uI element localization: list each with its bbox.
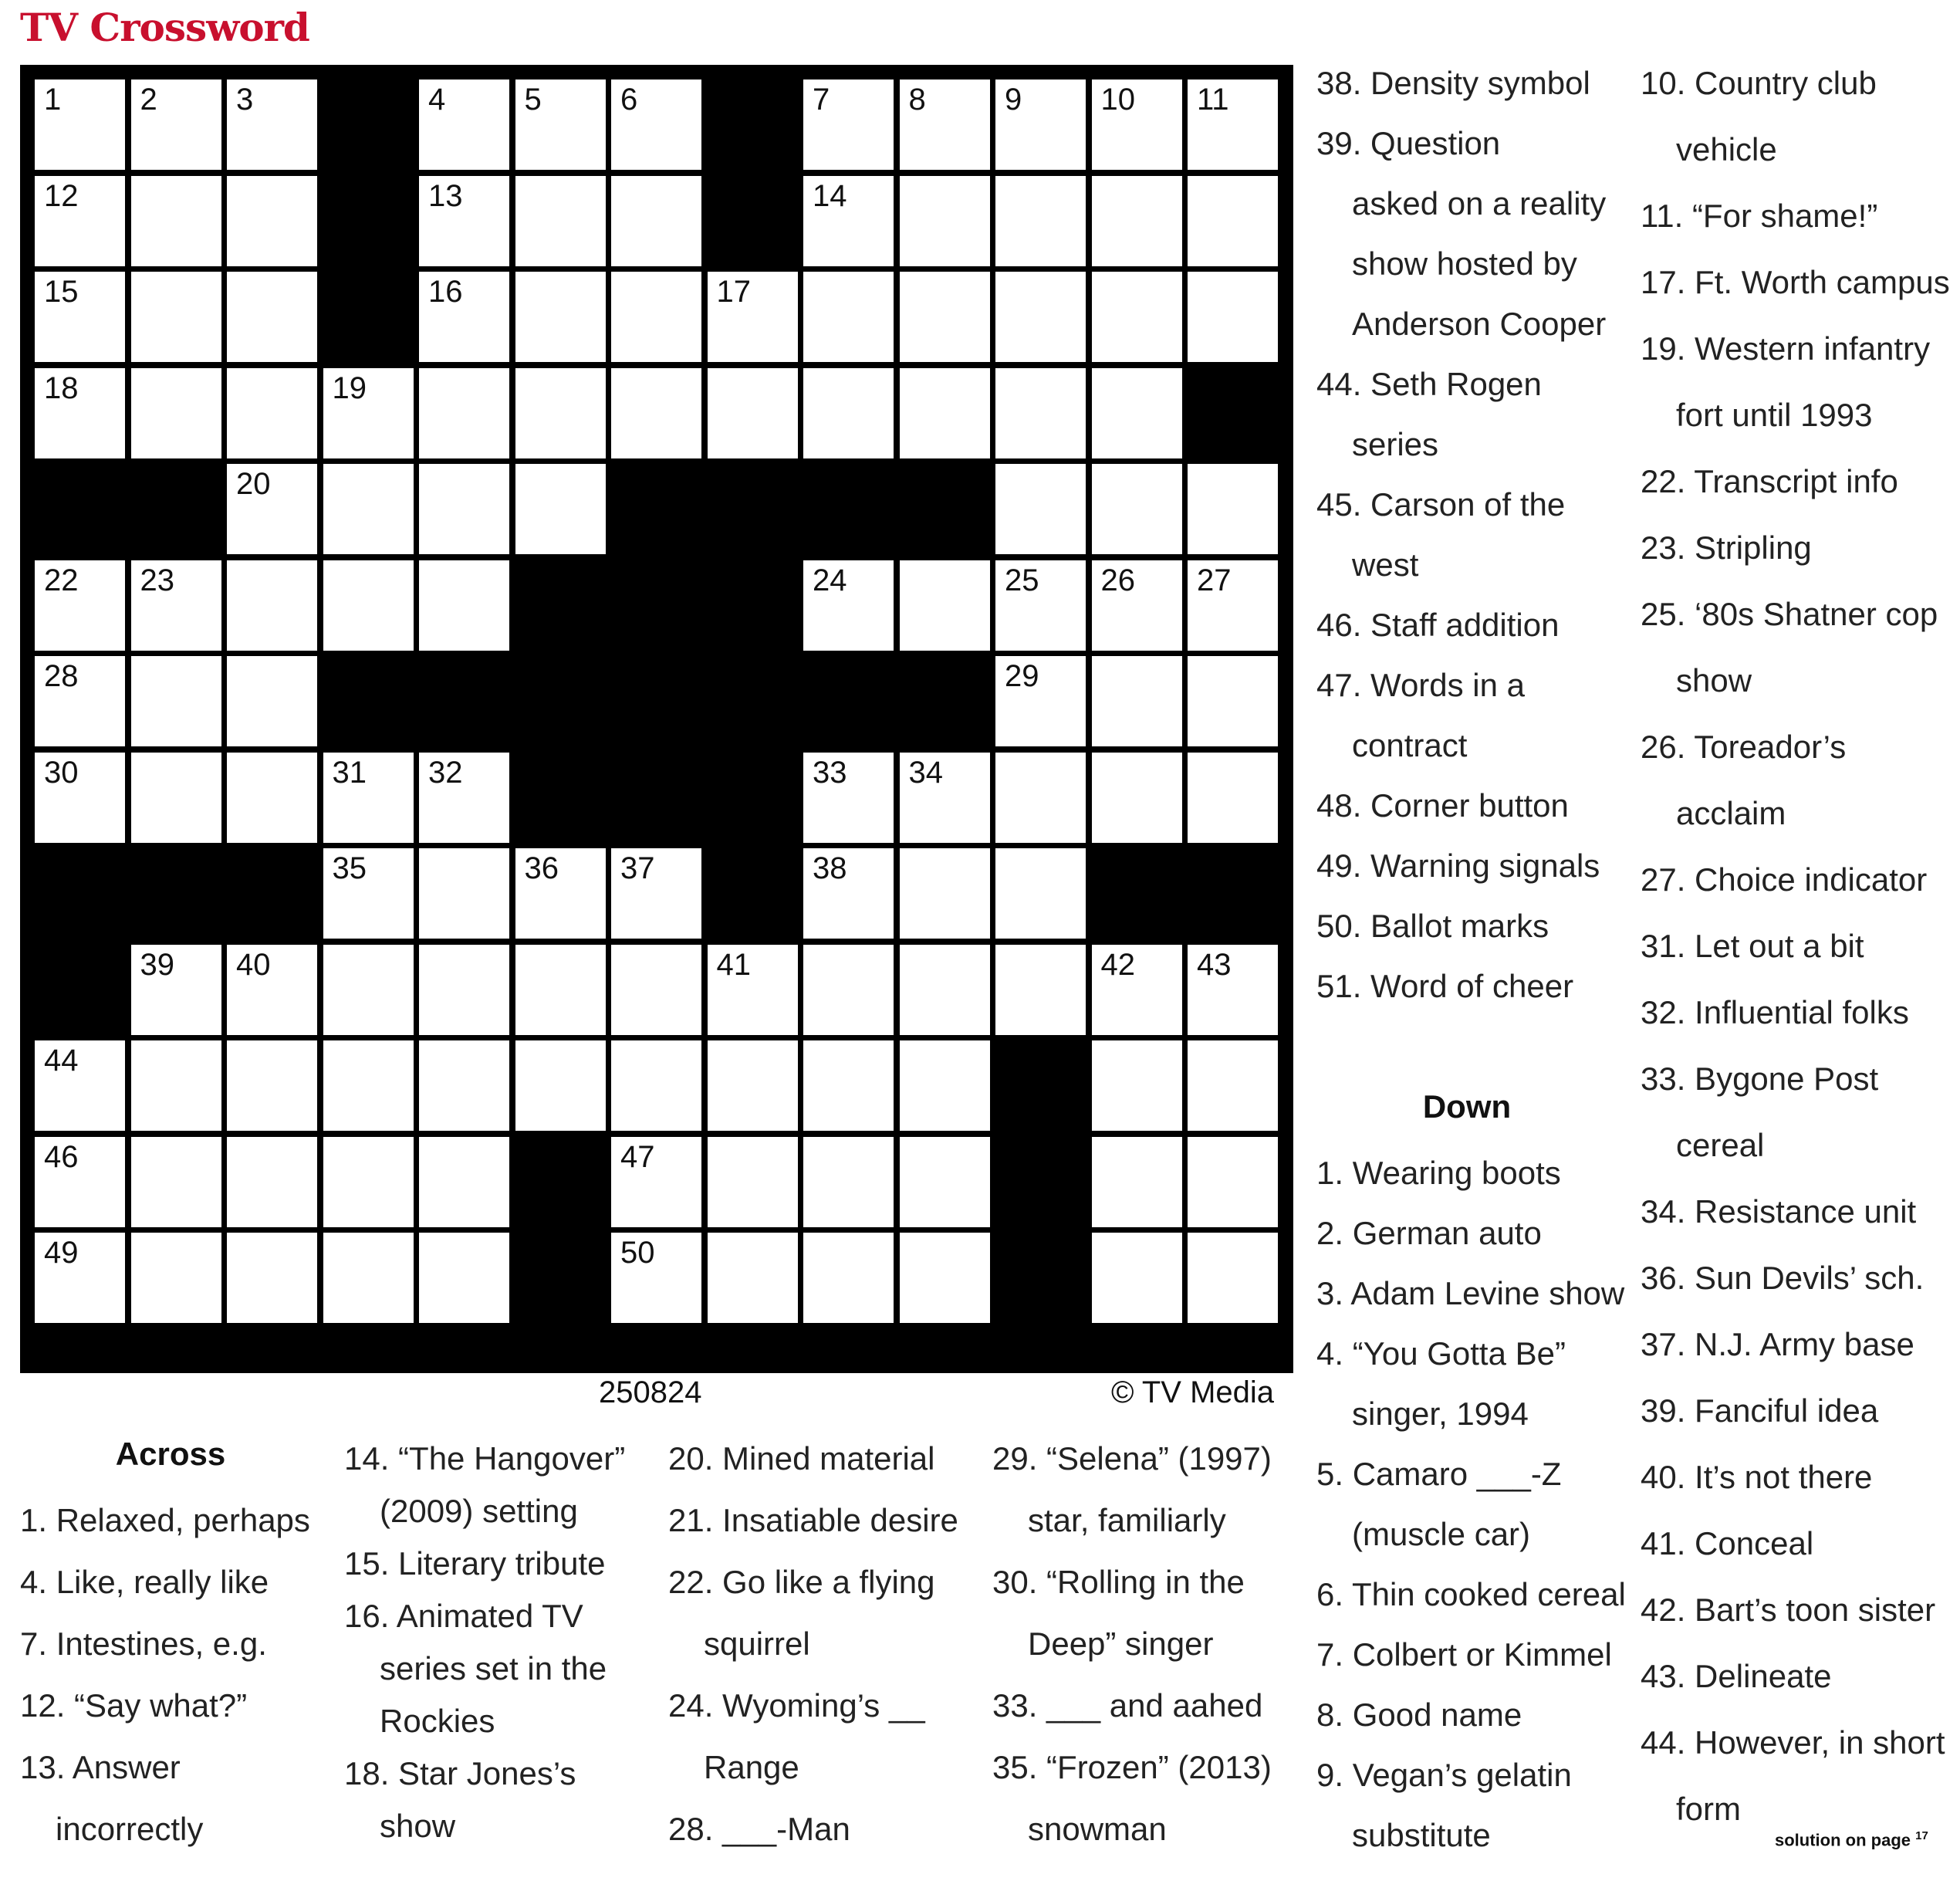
clue-item: 20. Mined material xyxy=(668,1440,935,1477)
grid-cell[interactable] xyxy=(611,1233,701,1323)
clue-item: 24. Wyoming’s __ xyxy=(668,1687,925,1724)
clue-item: 17. Ft. Worth campus xyxy=(1641,264,1950,300)
cell-number: 9 xyxy=(1005,83,1022,117)
cell-number: 12 xyxy=(44,178,79,213)
grid-cell[interactable] xyxy=(227,945,317,1035)
grid-cell[interactable] xyxy=(323,945,414,1035)
grid-cell[interactable] xyxy=(611,272,701,362)
grid-cell[interactable] xyxy=(419,1040,509,1131)
cell-number: 28 xyxy=(44,659,79,693)
grid-cell[interactable] xyxy=(1188,272,1278,362)
grid-cell[interactable] xyxy=(708,1040,798,1131)
grid-cell[interactable] xyxy=(1092,656,1182,746)
clue-continuation: (2009) setting xyxy=(380,1493,578,1529)
clue-item: 4. “You Gotta Be” xyxy=(1316,1335,1566,1372)
grid-cell[interactable] xyxy=(1092,272,1182,362)
clue-continuation: substitute xyxy=(1352,1817,1491,1853)
grid-cell[interactable] xyxy=(1188,80,1278,170)
clue-item: 29. “Selena” (1997) xyxy=(992,1440,1272,1477)
clue-item: 22. Transcript info xyxy=(1641,463,1898,499)
clue-item: 45. Carson of the xyxy=(1316,486,1566,523)
grid-cell[interactable] xyxy=(900,1233,990,1323)
grid-cell[interactable] xyxy=(131,1040,221,1131)
clue-item: 47. Words in a xyxy=(1316,667,1526,703)
puzzle-id: 250824 xyxy=(599,1375,702,1409)
cell-number: 11 xyxy=(1197,83,1229,117)
grid-cell[interactable] xyxy=(803,176,894,266)
grid-cell[interactable] xyxy=(227,464,317,554)
clue-item: 10. Country club xyxy=(1641,65,1877,101)
grid-cell[interactable] xyxy=(900,272,990,362)
grid-cell[interactable] xyxy=(419,753,509,843)
cell-number: 37 xyxy=(620,851,655,885)
clue-item: 15. Literary tribute xyxy=(344,1545,606,1582)
clue-item: 9. Vegan’s gelatin xyxy=(1316,1757,1572,1793)
cell-number: 29 xyxy=(1005,659,1039,693)
grid-cell[interactable] xyxy=(611,945,701,1035)
cell-number: 46 xyxy=(44,1139,79,1174)
grid-cell[interactable] xyxy=(323,368,414,458)
clue-item: 51. Word of cheer xyxy=(1316,968,1574,1004)
cell-number: 23 xyxy=(140,563,174,597)
grid-cell[interactable] xyxy=(995,753,1086,843)
clue-continuation: show xyxy=(380,1808,456,1844)
across-heading: Across xyxy=(115,1436,226,1472)
clue-item: 30. “Rolling in the xyxy=(992,1564,1245,1600)
clue-item: 13. Answer xyxy=(20,1749,181,1785)
cell-number: 13 xyxy=(428,178,463,213)
grid-cell[interactable] xyxy=(803,848,894,939)
grid-cell[interactable] xyxy=(131,753,221,843)
clue-item: 40. It’s not there xyxy=(1641,1459,1873,1495)
cell-number: 22 xyxy=(44,563,79,597)
clue-item: 14. “The Hangover” xyxy=(344,1440,626,1477)
grid-cell[interactable] xyxy=(515,945,606,1035)
clue-continuation: west xyxy=(1352,546,1419,583)
clue-item: 37. N.J. Army base xyxy=(1641,1326,1914,1362)
grid-cell[interactable] xyxy=(323,1040,414,1131)
grid-cell[interactable] xyxy=(419,560,509,651)
clue-item: 32. Influential folks xyxy=(1641,994,1909,1030)
clue-item: 12. “Say what?” xyxy=(20,1687,248,1724)
grid-cell[interactable] xyxy=(611,848,701,939)
cell-number: 25 xyxy=(1005,563,1039,597)
grid-cell[interactable] xyxy=(803,945,894,1035)
grid-cell[interactable] xyxy=(995,272,1086,362)
clue-continuation: cereal xyxy=(1676,1127,1765,1163)
clue-item: 8. Good name xyxy=(1316,1697,1522,1733)
clue-item: 1. Wearing boots xyxy=(1316,1155,1561,1191)
clue-item: 16. Animated TV xyxy=(344,1598,583,1634)
cell-number: 1 xyxy=(44,83,62,117)
grid-cell[interactable] xyxy=(227,368,317,458)
clue-item: 7. Colbert or Kimmel xyxy=(1316,1636,1612,1673)
clue-continuation: squirrel xyxy=(704,1626,810,1662)
grid-cell[interactable] xyxy=(803,1233,894,1323)
clue-item: 28. ___-Man xyxy=(668,1811,850,1847)
clue-continuation: acclaim xyxy=(1676,795,1786,831)
cell-number: 31 xyxy=(332,755,367,790)
clue-item: 22. Go like a flying xyxy=(668,1564,935,1600)
clue-item: 36. Sun Devils’ sch. xyxy=(1641,1260,1925,1296)
grid-cell[interactable] xyxy=(131,1137,221,1227)
cell-number: 32 xyxy=(428,755,463,790)
grid-cell[interactable] xyxy=(803,753,894,843)
grid-cell[interactable] xyxy=(515,368,606,458)
grid-cell[interactable] xyxy=(708,272,798,362)
grid-cell[interactable] xyxy=(515,848,606,939)
cell-number: 6 xyxy=(620,83,638,117)
grid-cell[interactable] xyxy=(227,176,317,266)
grid-cell[interactable] xyxy=(131,272,221,362)
grid-cell[interactable] xyxy=(995,560,1086,651)
clue-item: 33. Bygone Post xyxy=(1641,1061,1879,1097)
cell-number: 7 xyxy=(813,83,830,117)
grid-cell[interactable] xyxy=(227,753,317,843)
grid-cell[interactable] xyxy=(611,1040,701,1131)
clue-item: 19. Western infantry xyxy=(1641,330,1931,367)
cell-number: 16 xyxy=(428,275,463,309)
grid-cell[interactable] xyxy=(1092,753,1182,843)
clue-item: 48. Corner button xyxy=(1316,787,1569,824)
grid-cell[interactable] xyxy=(227,80,317,170)
grid-cell[interactable] xyxy=(323,1233,414,1323)
cell-number: 8 xyxy=(908,83,926,117)
clue-item: 43. Delineate xyxy=(1641,1658,1832,1694)
cell-number: 47 xyxy=(620,1139,655,1174)
clue-item: 34. Resistance unit xyxy=(1641,1193,1917,1230)
cell-number: 4 xyxy=(428,83,446,117)
clue-continuation: Range xyxy=(704,1749,799,1785)
cell-number: 50 xyxy=(620,1236,655,1270)
grid-cell[interactable] xyxy=(227,560,317,651)
grid-cell[interactable] xyxy=(1188,656,1278,746)
clue-continuation: singer, 1994 xyxy=(1352,1396,1529,1432)
clue-continuation: series xyxy=(1352,426,1439,462)
clue-continuation: series set in the xyxy=(380,1650,607,1686)
clue-item: 31. Let out a bit xyxy=(1641,928,1864,964)
grid-cell[interactable] xyxy=(131,656,221,746)
cell-number: 26 xyxy=(1100,563,1135,597)
solution-note-text: solution on page xyxy=(1775,1830,1911,1850)
clue-item: 33. ___ and aahed xyxy=(992,1687,1263,1724)
clue-continuation: Anderson Cooper xyxy=(1352,306,1607,342)
cell-number: 42 xyxy=(1100,947,1135,982)
clue-item: 41. Conceal xyxy=(1641,1525,1814,1561)
clue-item: 25. ‘80s Shatner cop xyxy=(1641,596,1938,632)
clue-item: 26. Toreador’s xyxy=(1641,729,1847,765)
cell-number: 40 xyxy=(236,947,271,982)
grid-cell[interactable] xyxy=(419,80,509,170)
grid-cell[interactable] xyxy=(995,848,1086,939)
grid-cell[interactable] xyxy=(419,1137,509,1227)
cell-number: 33 xyxy=(813,755,847,790)
grid-cell[interactable] xyxy=(1092,464,1182,554)
cell-number: 10 xyxy=(1100,83,1135,117)
solution-note xyxy=(1775,1829,1928,1850)
clue-item: 21. Insatiable desire xyxy=(668,1502,958,1538)
clue-continuation: contract xyxy=(1352,727,1468,763)
cell-number: 30 xyxy=(44,755,79,790)
grid-cell[interactable] xyxy=(995,945,1086,1035)
cell-number: 43 xyxy=(1197,947,1232,982)
grid-cell[interactable] xyxy=(35,1137,125,1227)
cell-number: 17 xyxy=(716,275,751,309)
crossword-grid xyxy=(20,65,1293,1373)
cell-number: 27 xyxy=(1197,563,1232,597)
grid-cell[interactable] xyxy=(323,848,414,939)
grid-cell[interactable] xyxy=(419,1233,509,1323)
down-heading: Down xyxy=(1422,1088,1512,1125)
clue-item: 7. Intestines, e.g. xyxy=(20,1626,267,1662)
grid-cell[interactable] xyxy=(35,272,125,362)
grid-cell[interactable] xyxy=(900,176,990,266)
grid-cell[interactable] xyxy=(708,1137,798,1227)
clue-continuation: show hosted by xyxy=(1352,245,1577,282)
grid-cell[interactable] xyxy=(1188,753,1278,843)
grid-cell[interactable] xyxy=(1092,368,1182,458)
grid-cell[interactable] xyxy=(515,176,606,266)
grid-cell[interactable] xyxy=(1092,1040,1182,1131)
grid-cell[interactable] xyxy=(131,80,221,170)
grid-cell[interactable] xyxy=(1092,945,1182,1035)
cell-number: 15 xyxy=(44,275,79,309)
grid-cell[interactable] xyxy=(227,656,317,746)
clue-item: 39. Fanciful idea xyxy=(1641,1392,1879,1429)
grid-cell[interactable] xyxy=(995,464,1086,554)
grid-cell[interactable] xyxy=(131,176,221,266)
grid-cell[interactable] xyxy=(515,80,606,170)
grid-cell[interactable] xyxy=(515,464,606,554)
grid-cell[interactable] xyxy=(1092,80,1182,170)
grid-cell[interactable] xyxy=(995,176,1086,266)
grid-cell[interactable] xyxy=(611,1137,701,1227)
grid-cell[interactable] xyxy=(227,272,317,362)
grid-cell[interactable] xyxy=(1092,176,1182,266)
grid-cell[interactable] xyxy=(611,368,701,458)
grid-cell[interactable] xyxy=(419,945,509,1035)
clue-item: 1. Relaxed, perhaps xyxy=(20,1502,310,1538)
clue-continuation: Rockies xyxy=(380,1703,495,1739)
cell-number: 39 xyxy=(140,947,174,982)
cell-number: 34 xyxy=(908,755,943,790)
grid-cell[interactable] xyxy=(900,560,990,651)
grid-cell[interactable] xyxy=(35,753,125,843)
grid-cell[interactable] xyxy=(900,1137,990,1227)
cell-number: 38 xyxy=(813,851,847,885)
puzzle-title: TV Crossword xyxy=(20,5,309,50)
cell-number: 24 xyxy=(813,563,847,597)
grid-cell[interactable] xyxy=(995,656,1086,746)
clue-continuation: fort until 1993 xyxy=(1676,397,1873,433)
grid-cell[interactable] xyxy=(1188,1040,1278,1131)
grid-cell[interactable] xyxy=(35,560,125,651)
cell-number: 35 xyxy=(332,851,367,885)
clue-continuation: incorrectly xyxy=(56,1811,204,1847)
copyright-notice: © TV Media xyxy=(1111,1375,1275,1409)
clue-item: 44. However, in short xyxy=(1641,1724,1945,1761)
grid-cell[interactable] xyxy=(900,1040,990,1131)
grid-cell[interactable] xyxy=(227,1040,317,1131)
grid-cell[interactable] xyxy=(1188,560,1278,651)
clue-item: 18. Star Jones’s xyxy=(344,1755,576,1791)
cell-number: 19 xyxy=(332,370,367,405)
grid-cell[interactable] xyxy=(419,176,509,266)
grid-cell[interactable] xyxy=(708,368,798,458)
clue-item: 4. Like, really like xyxy=(20,1564,269,1600)
grid-cell[interactable] xyxy=(803,1137,894,1227)
grid-cell[interactable] xyxy=(323,464,414,554)
grid-cell[interactable] xyxy=(803,272,894,362)
grid-cell[interactable] xyxy=(1092,1233,1182,1323)
grid-cell[interactable] xyxy=(995,80,1086,170)
clue-continuation: (muscle car) xyxy=(1352,1516,1531,1552)
clue-item: 46. Staff addition xyxy=(1316,607,1560,643)
grid-cell[interactable] xyxy=(611,80,701,170)
grid-cell[interactable] xyxy=(35,656,125,746)
clue-item: 27. Choice indicator xyxy=(1641,861,1928,898)
clue-continuation: vehicle xyxy=(1676,131,1777,167)
grid-cell[interactable] xyxy=(900,945,990,1035)
clue-item: 5. Camaro ___-Z xyxy=(1316,1456,1562,1492)
grid-cell[interactable] xyxy=(419,464,509,554)
clue-continuation: asked on a reality xyxy=(1352,185,1607,222)
cell-number: 49 xyxy=(44,1236,79,1270)
grid-cell[interactable] xyxy=(131,1233,221,1323)
cell-number: 41 xyxy=(716,947,751,982)
grid-cell[interactable] xyxy=(227,1137,317,1227)
grid-cell[interactable] xyxy=(419,272,509,362)
clue-continuation: show xyxy=(1676,662,1752,699)
grid-cell[interactable] xyxy=(803,560,894,651)
grid-cell[interactable] xyxy=(1188,176,1278,266)
cell-number: 2 xyxy=(140,83,157,117)
clue-item: 6. Thin cooked cereal xyxy=(1316,1576,1626,1612)
clue-item: 50. Ballot marks xyxy=(1316,908,1549,944)
grid-cell[interactable] xyxy=(900,368,990,458)
grid-cell[interactable] xyxy=(35,1040,125,1131)
grid-cell[interactable] xyxy=(419,848,509,939)
clue-item: 38. Density symbol xyxy=(1316,65,1590,101)
solution-page-number: 17 xyxy=(1915,1829,1928,1842)
grid-cell[interactable] xyxy=(35,176,125,266)
clue-item: 49. Warning signals xyxy=(1316,847,1600,884)
clue-item: 23. Stripling xyxy=(1641,529,1812,566)
grid-cell[interactable] xyxy=(1188,464,1278,554)
grid-cell[interactable] xyxy=(35,368,125,458)
grid-cell[interactable] xyxy=(708,1233,798,1323)
grid-cell[interactable] xyxy=(323,753,414,843)
grid-cell[interactable] xyxy=(419,368,509,458)
grid-cell[interactable] xyxy=(131,368,221,458)
grid-cell[interactable] xyxy=(515,1040,606,1131)
grid-cell[interactable] xyxy=(995,368,1086,458)
grid-cell[interactable] xyxy=(1188,1137,1278,1227)
grid-cell[interactable] xyxy=(1092,560,1182,651)
grid-cell[interactable] xyxy=(803,80,894,170)
clue-item: 39. Question xyxy=(1316,125,1501,161)
cell-number: 5 xyxy=(524,83,542,117)
grid-cell[interactable] xyxy=(131,560,221,651)
clue-item: 42. Bart’s toon sister xyxy=(1641,1592,1936,1628)
clue-continuation: Deep” singer xyxy=(1028,1626,1214,1662)
grid-cell[interactable] xyxy=(900,80,990,170)
cell-number: 36 xyxy=(524,851,559,885)
grid-cell[interactable] xyxy=(227,1233,317,1323)
grid-cell[interactable] xyxy=(35,80,125,170)
clue-item: 2. German auto xyxy=(1316,1215,1542,1251)
grid-cell[interactable] xyxy=(900,848,990,939)
cell-number: 3 xyxy=(236,83,254,117)
grid-cell[interactable] xyxy=(515,272,606,362)
grid-cell[interactable] xyxy=(1188,1233,1278,1323)
grid-cell[interactable] xyxy=(323,1137,414,1227)
grid-cell[interactable] xyxy=(708,945,798,1035)
clue-continuation: star, familiarly xyxy=(1028,1502,1226,1538)
clue-continuation: form xyxy=(1676,1791,1741,1827)
cell-number: 18 xyxy=(44,370,79,405)
clue-item: 44. Seth Rogen xyxy=(1316,366,1542,402)
clue-item: 35. “Frozen” (2013) xyxy=(992,1749,1272,1785)
grid-cell[interactable] xyxy=(131,945,221,1035)
grid-cell[interactable] xyxy=(611,176,701,266)
grid-cell[interactable] xyxy=(1188,945,1278,1035)
grid-cell[interactable] xyxy=(803,1040,894,1131)
clue-item: 11. “For shame!” xyxy=(1641,198,1878,234)
cell-number: 14 xyxy=(813,178,847,213)
cell-number: 20 xyxy=(236,467,271,501)
grid-cell[interactable] xyxy=(35,1233,125,1323)
grid-cell[interactable] xyxy=(900,753,990,843)
grid-cell[interactable] xyxy=(323,560,414,651)
grid-cell[interactable] xyxy=(803,368,894,458)
grid-cell[interactable] xyxy=(1092,1137,1182,1227)
clue-continuation: snowman xyxy=(1028,1811,1167,1847)
cell-number: 44 xyxy=(44,1044,79,1078)
clue-item: 3. Adam Levine show xyxy=(1316,1275,1625,1311)
